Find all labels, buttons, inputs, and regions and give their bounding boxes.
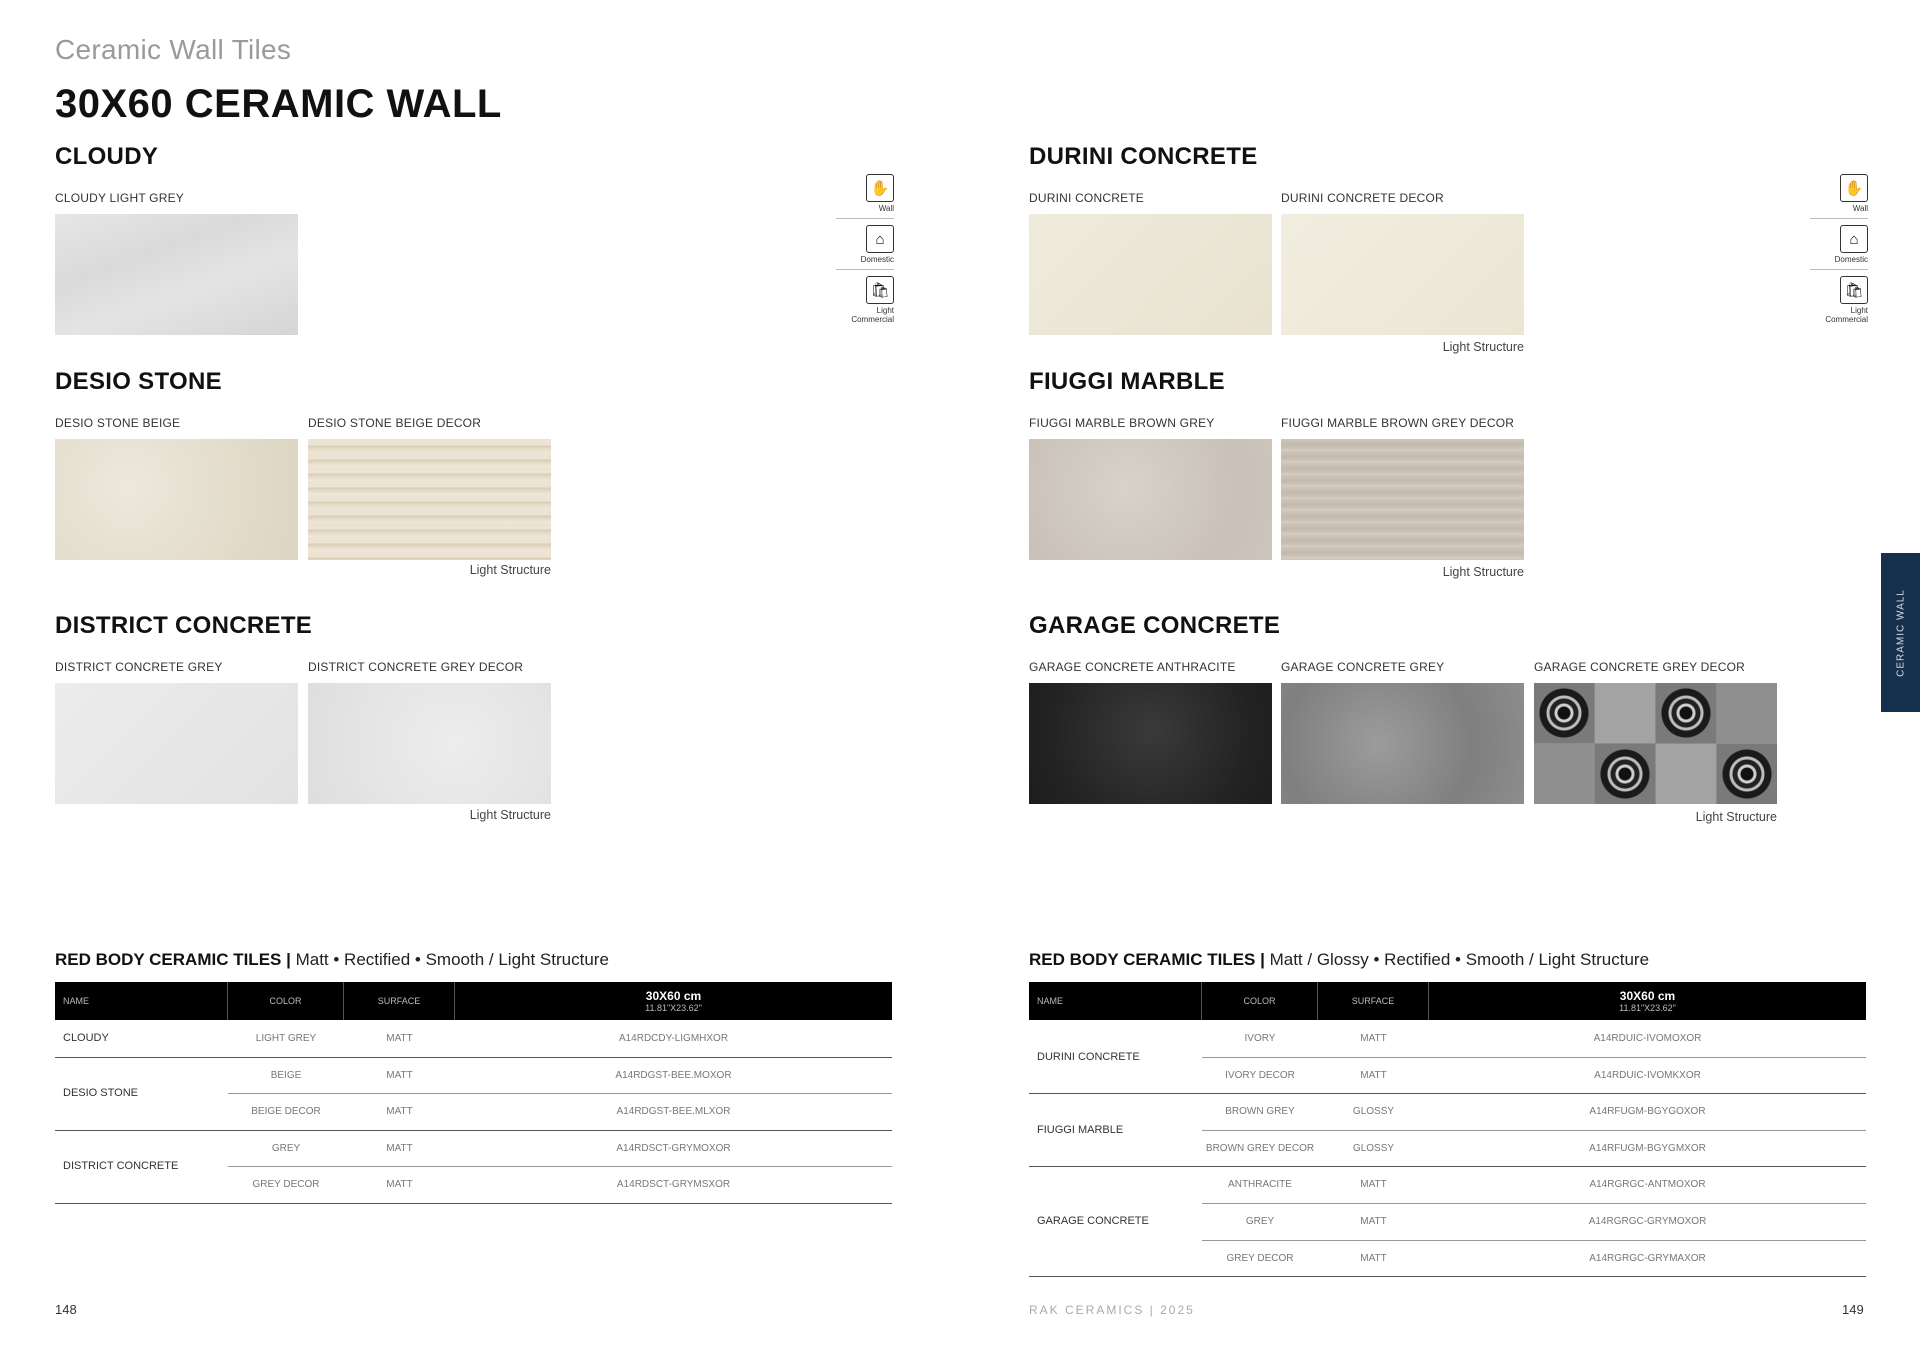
tile-image-cloudy-light-grey: [55, 214, 298, 335]
durini-concrete-title: DURINI CONCRETE: [1029, 143, 1258, 170]
th-surface: SURFACE: [344, 982, 455, 1020]
size-cm: 30X60 cm: [1619, 989, 1676, 1003]
table-cell-name: FIUGGI MARBLE: [1037, 1123, 1124, 1136]
house-icon: ⌂: [1840, 225, 1868, 253]
table-cell-code: A14RDGST-BEE.MOXOR: [615, 1069, 732, 1081]
table-cell-code: A14RGRGC-GRYMAXOR: [1589, 1252, 1706, 1264]
table-cell-code: A14RGRGC-ANTMOXOR: [1589, 1179, 1706, 1191]
tile-image-garage-anthracite: [1029, 683, 1272, 804]
shopping-bag-icon: 🛍: [1840, 276, 1868, 304]
tile-image-durini-decor: [1281, 214, 1524, 335]
usage-label: Light Commercial: [851, 306, 894, 324]
usage-label: Domestic: [1834, 255, 1868, 264]
tile-label: DISTRICT CONCRETE GREY DECOR: [308, 660, 524, 674]
tile-label: DURINI CONCRETE DECOR: [1281, 191, 1444, 205]
page-number-right: 149: [1842, 1302, 1864, 1317]
table-cell-code: A14RDSCT-GRYMSXOR: [616, 1179, 731, 1191]
decor-plain: [1656, 744, 1716, 804]
table-caption-right: [1029, 950, 1649, 970]
table-cell-color: ANTHRACITE: [1228, 1179, 1292, 1191]
footer-brand: RAK CERAMICS | 2025: [1029, 1303, 1195, 1317]
size-cm: 30X60 cm: [645, 989, 702, 1003]
table-cell-name: DISTRICT CONCRETE: [63, 1160, 179, 1173]
table-cell-surface: MATT: [386, 1106, 413, 1118]
th-color: COLOR: [1202, 982, 1318, 1020]
th-name: NAME: [1029, 982, 1202, 1020]
divider: [836, 218, 894, 219]
table-cell-surface: MATT: [1360, 1252, 1387, 1264]
row-divider: [1029, 1276, 1866, 1277]
table-cell-surface: MATT: [1360, 1179, 1387, 1191]
tile-label: GARAGE CONCRETE GREY: [1281, 660, 1445, 674]
table-header-right: [1029, 982, 1866, 1020]
table-cell-surface: MATT: [386, 1033, 413, 1044]
table-cell-name: GARAGE CONCRETE: [1037, 1215, 1149, 1228]
usage-icons-right: [1808, 172, 1868, 332]
row-divider: [1202, 1057, 1866, 1058]
house-icon: ⌂: [866, 225, 894, 253]
row-divider: [55, 1057, 892, 1058]
side-tab-label: CERAMIC WALL: [1895, 588, 1906, 677]
table-cell-code: A14RFUGM-BGYGMXOR: [1589, 1142, 1706, 1154]
tile-image-fiuggi-brown-grey: [1029, 439, 1272, 560]
table-cell-surface: MATT: [386, 1142, 413, 1154]
page-title: 30X60 CERAMIC WALL: [55, 82, 502, 126]
table-cell-code: A14RDCDY-LIGMHXOR: [618, 1033, 729, 1044]
decor-plain: [1534, 744, 1594, 804]
size-in: 11.81"X23.62": [645, 1003, 702, 1013]
table-cell-color: IVORY DECOR: [1225, 1069, 1295, 1081]
table-cell-color: GREY DECOR: [1226, 1252, 1294, 1264]
decor-plain: [1717, 683, 1777, 743]
row-divider: [228, 1093, 892, 1094]
structure-note: Light Structure: [1442, 340, 1524, 354]
table-cell-code: A14RGRGC-GRYMOXOR: [1588, 1216, 1707, 1227]
tile-label: DESIO STONE BEIGE DECOR: [308, 416, 482, 430]
tile-image-desio-beige: [55, 439, 298, 560]
tile-image-garage-grey: [1281, 683, 1524, 804]
table-cell-code: A14RDUIC-IVOMKXOR: [1594, 1069, 1701, 1081]
size-in: 11.81"X23.62": [1619, 1003, 1676, 1013]
tile-label: GARAGE CONCRETE GREY DECOR: [1534, 660, 1746, 674]
table-cell-color: IVORY: [1244, 1033, 1276, 1044]
garage-concrete-title: GARAGE CONCRETE: [1029, 612, 1281, 639]
tile-label: CLOUDY LIGHT GREY: [55, 191, 184, 205]
decor-pattern: [1534, 683, 1594, 743]
table-cell-surface: MATT: [1360, 1033, 1387, 1044]
decor-pattern: [1595, 744, 1655, 804]
usage-label: Wall: [1852, 204, 1868, 213]
table-cell-surface: MATT: [1360, 1216, 1387, 1227]
tile-label: DURINI CONCRETE: [1029, 191, 1145, 205]
row-divider: [1029, 1166, 1866, 1167]
table-caption-left: [55, 950, 609, 970]
th-size: [1429, 982, 1866, 1020]
caption-rest: Matt / Glossy • Rectified • Smooth / Light Structure: [1264, 950, 1650, 969]
table-cell-code: A14RFUGM-BGYGOXOR: [1589, 1106, 1706, 1118]
tile-label: FIUGGI MARBLE BROWN GREY: [1029, 416, 1215, 430]
caption-rest: Matt • Rectified • Smooth / Light Structure: [290, 950, 609, 969]
th-surface: SURFACE: [1318, 982, 1429, 1020]
structure-note: Light Structure: [469, 808, 551, 822]
row-divider: [1202, 1130, 1866, 1131]
table-cell-color: BROWN GREY: [1225, 1106, 1295, 1118]
tile-label: DISTRICT CONCRETE GREY: [55, 660, 223, 674]
side-section-tab[interactable]: [1881, 553, 1920, 712]
divider: [836, 269, 894, 270]
table-cell-code: A14RDUIC-IVOMOXOR: [1593, 1033, 1702, 1044]
tile-label: DESIO STONE BEIGE: [55, 416, 181, 430]
table-cell-surface: MATT: [386, 1069, 413, 1081]
divider: [1810, 218, 1868, 219]
tile-image-desio-beige-decor: [308, 439, 551, 560]
table-cell-color: LIGHT GREY: [255, 1033, 317, 1044]
row-divider: [1029, 1093, 1866, 1094]
table-cell-color: BEIGE DECOR: [251, 1106, 321, 1118]
usage-label: Light Commercial: [1825, 306, 1868, 324]
district-concrete-title: DISTRICT CONCRETE: [55, 612, 313, 639]
structure-note: Light Structure: [1695, 810, 1777, 824]
structure-note: Light Structure: [469, 563, 551, 577]
row-divider: [1202, 1203, 1866, 1204]
tile-label: FIUGGI MARBLE BROWN GREY DECOR: [1281, 416, 1515, 430]
table-cell-color: BEIGE: [270, 1069, 302, 1081]
tile-image-district-grey: [55, 683, 298, 804]
table-header-left: [55, 982, 892, 1020]
table-cell-color: GREY DECOR: [252, 1179, 320, 1191]
table-cell-color: GREY: [1245, 1216, 1275, 1227]
row-divider: [55, 1203, 892, 1204]
caption-bold: RED BODY CERAMIC TILES |: [1029, 950, 1265, 969]
table-cell-surface: GLOSSY: [1352, 1106, 1395, 1118]
table-cell-code: A14RDGST-BEE.MLXOR: [616, 1106, 731, 1118]
shopping-bag-icon: 🛍: [866, 276, 894, 304]
hand-icon: ✋: [1840, 174, 1868, 202]
usage-icons-left: [834, 172, 894, 332]
usage-label: Wall: [878, 204, 894, 213]
table-cell-code: A14RDSCT-GRYMOXOR: [616, 1142, 731, 1154]
usage-label: Domestic: [860, 255, 894, 264]
tile-image-durini: [1029, 214, 1272, 335]
tile-image-garage-grey-decor: [1534, 683, 1777, 804]
th-name: NAME: [55, 982, 228, 1020]
hand-icon: ✋: [866, 174, 894, 202]
decor-pattern: [1717, 744, 1777, 804]
decor-pattern: [1656, 683, 1716, 743]
table-cell-surface: MATT: [386, 1179, 413, 1191]
table-cell-name: CLOUDY: [63, 1032, 109, 1045]
section-subtitle: Ceramic Wall Tiles: [55, 34, 292, 65]
caption-bold: RED BODY CERAMIC TILES |: [55, 950, 291, 969]
row-divider: [1202, 1240, 1866, 1241]
page-number-left: 148: [55, 1302, 77, 1317]
row-divider: [55, 1130, 892, 1131]
cloudy-title: CLOUDY: [55, 143, 159, 170]
table-cell-color: BROWN GREY DECOR: [1205, 1142, 1315, 1154]
decor-plain: [1595, 683, 1655, 743]
fiuggi-marble-title: FIUGGI MARBLE: [1029, 368, 1225, 395]
table-cell-name: DESIO STONE: [63, 1087, 138, 1100]
row-divider: [228, 1166, 892, 1167]
table-cell-surface: MATT: [1360, 1069, 1387, 1081]
tile-image-fiuggi-brown-grey-decor: [1281, 439, 1524, 560]
tile-label: GARAGE CONCRETE ANTHRACITE: [1029, 660, 1236, 674]
table-cell-color: GREY: [271, 1142, 301, 1154]
table-cell-surface: GLOSSY: [1352, 1142, 1395, 1154]
desio-stone-title: DESIO STONE: [55, 368, 222, 395]
table-cell-name: DURINI CONCRETE: [1037, 1050, 1140, 1063]
divider: [1810, 269, 1868, 270]
th-size: [455, 982, 892, 1020]
tile-image-district-grey-decor: [308, 683, 551, 804]
structure-note: Light Structure: [1442, 565, 1524, 579]
th-color: COLOR: [228, 982, 344, 1020]
